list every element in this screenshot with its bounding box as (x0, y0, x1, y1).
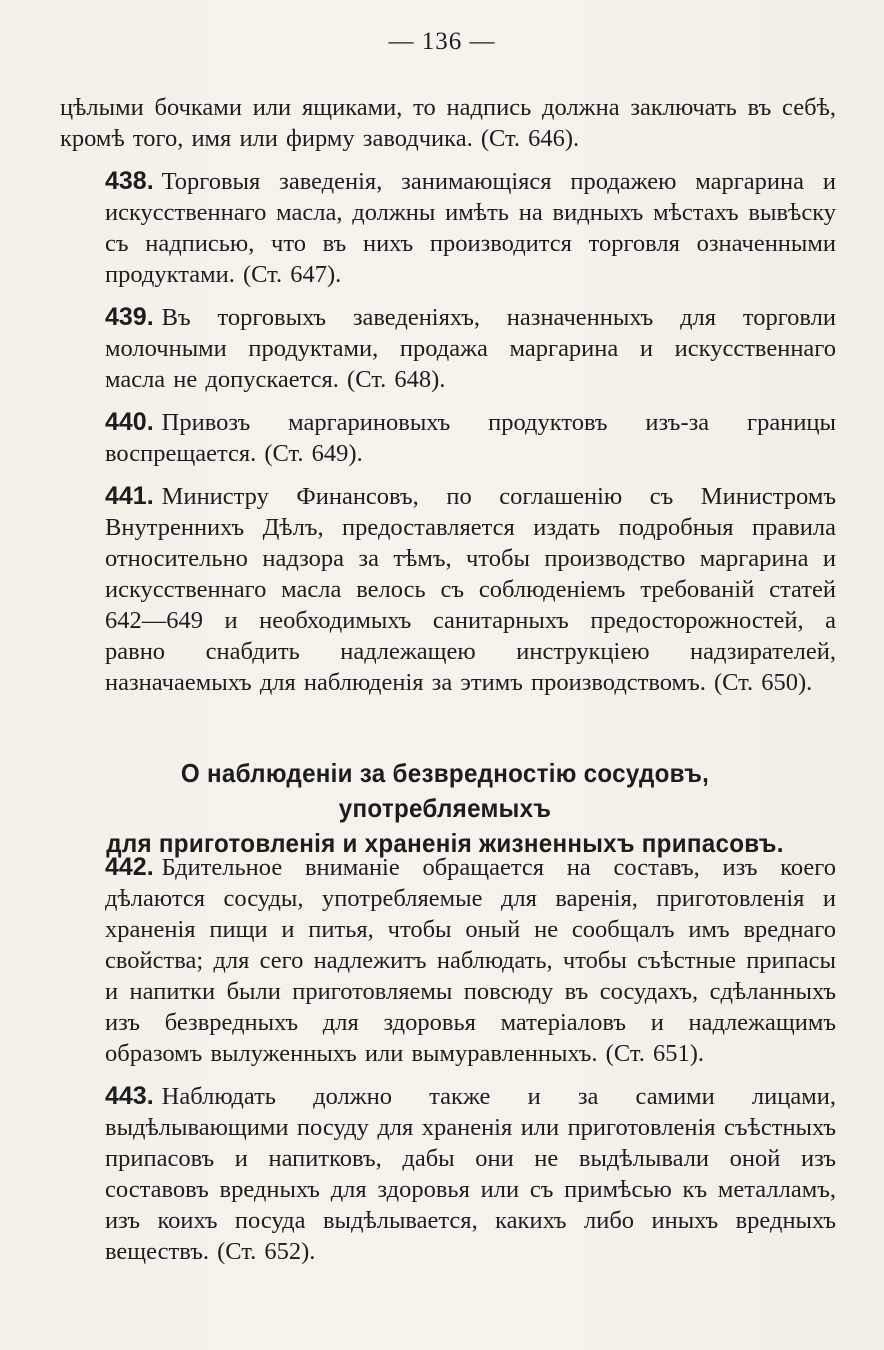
article-paragraph-443 (60, 1081, 836, 1267)
article-number: 441. (105, 482, 154, 510)
article-number: 439. (105, 303, 154, 331)
article-paragraph-439 (60, 302, 836, 395)
article-number: 443. (105, 1082, 154, 1110)
article-text: Привозъ маргариновыхъ продуктовъ изъ-за границы воспрещается. (Ст. 649). (105, 409, 836, 467)
article-text: Наблюдать должно также и за самими лицами, выдѣлывающими посуду для храненія или приготовленія съѣстныхъ припасовъ и напитковъ, дабы они не выдѣлывали оной изъ составовъ вредныхъ для здоровья или съ примѣсью къ металламъ, изъ коихъ посуда выдѣлывается, какихъ либо иныхъ вредныхъ веществъ. (Ст. 652). (105, 1083, 836, 1265)
article-text: Бдительное вниманіе обращается на составъ, изъ коего дѣлаются сосуды, употребляемые для варенія, приготовленія и храненія пищи и питья, чтобы оный не сообщалъ имъ вреднаго свойства; для сего надлежитъ наблюдать, чтобы съѣстные припасы и напитки были приготовляемы повсюду въ сосудахъ, сдѣланныхъ изъ безвредныхъ для здоровья матеріаловъ и надлежащимъ образомъ вылуженныхъ или вымуравленныхъ. (Ст. 651). (105, 854, 836, 1067)
article-paragraph-441 (60, 481, 836, 698)
article-paragraph-442 (60, 852, 836, 1069)
article-paragraph-438 (60, 166, 836, 290)
continuation-paragraph (60, 92, 836, 154)
article-number: 442. (105, 853, 154, 881)
section-heading (82, 756, 807, 861)
article-number: 440. (105, 408, 154, 436)
body-text-top (60, 92, 836, 698)
article-paragraph-440 (60, 407, 836, 469)
article-text: Торговыя заведенія, занимающіяся продажею маргарина и искусственнаго масла, должны имѣть на видныхъ мѣстахъ вывѣску съ надписью, что въ нихъ производится торговля означенными продуктами. (Ст. 647). (105, 168, 836, 288)
section-heading-line-1: О наблюденіи за безвредностію сосудовъ, употребляемыхъ (180, 758, 710, 823)
section-heading-line-2: для приготовленія и храненія жизненныхъ припасовъ. (106, 828, 784, 858)
article-number: 438. (105, 167, 154, 195)
body-text-bottom (60, 852, 836, 1267)
page-number: — 136 — (388, 28, 496, 55)
continuation-text: цѣлыми бочками или ящиками, то надпись должна заключать въ себѣ, кромѣ того, имя или фирму заводчика. (Ст. 646). (60, 94, 836, 152)
article-text: Въ торговыхъ заведеніяхъ, назначенныхъ для торговли молочными продуктами, продажа маргарина и искусственнаго масла не допускается. (Ст. 648). (105, 304, 836, 393)
article-text: Министру Финансовъ, по соглашенію съ Министромъ Внутреннихъ Дѣлъ, предоставляется издать подробныя правила относительно надзора за тѣмъ, чтобы производство маргарина и искусственнаго масла велось съ соблюденіемъ требованій статей 642—649 и необходимыхъ санитарныхъ предосторожностей, а равно снабдить надлежащею инструкціею надзирателей, назначаемыхъ для наблюденія за этимъ производствомъ. (Ст. 650). (105, 483, 836, 696)
